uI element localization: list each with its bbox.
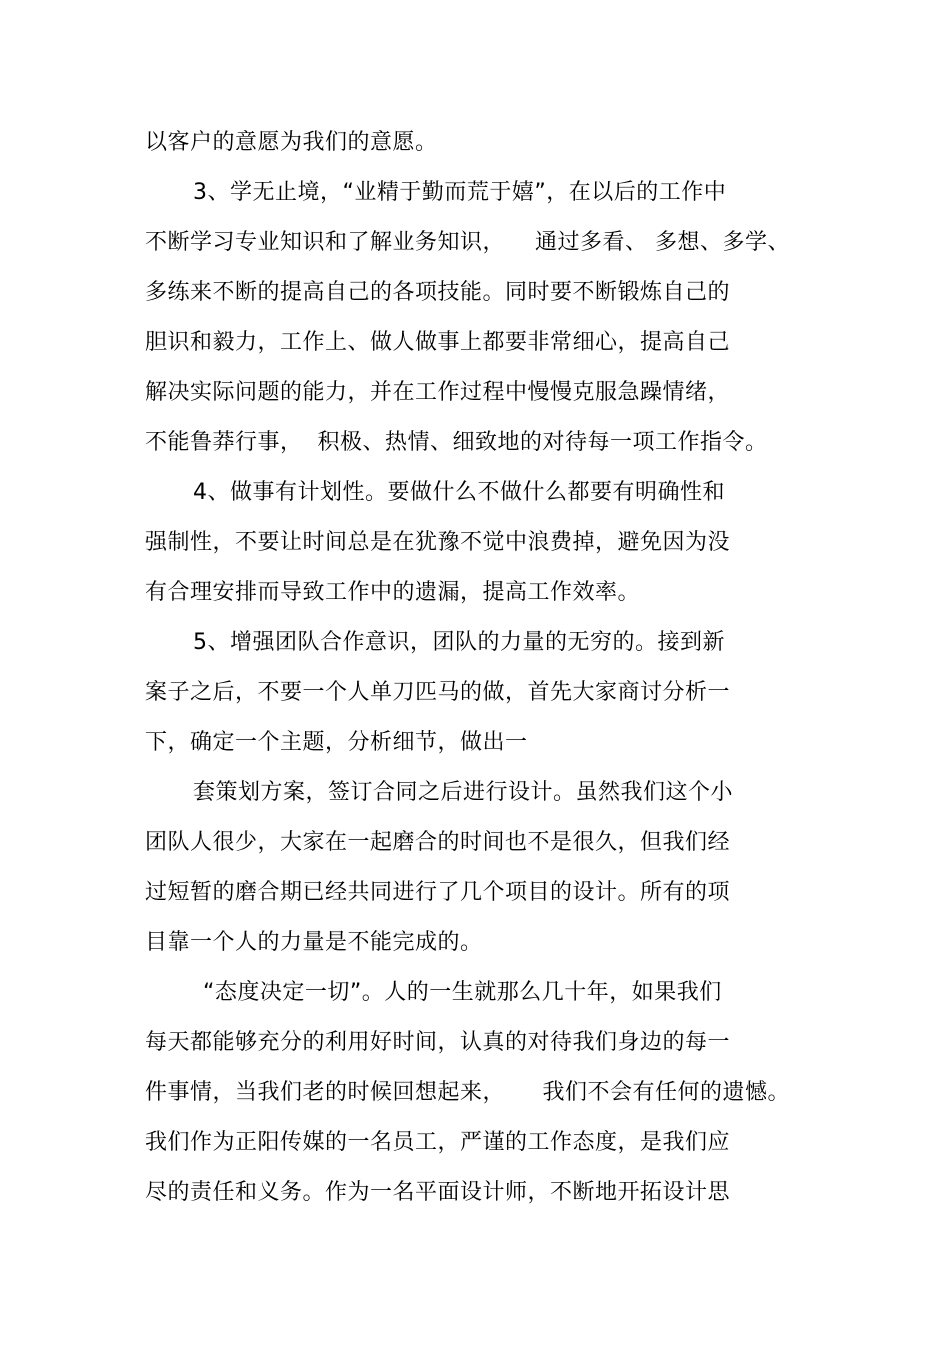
text-line-3: 不断学习专业知识和了解业务知识， 通过多看、 多想、多学、 [145,230,790,255]
text-line-2: 3、学无止境，“业精于勤而荒于嬉”，在以后的工作中 [193,180,727,205]
text-line-18: “态度决定一切”。人的一生就那么几十年，如果我们 [203,980,722,1005]
text-line-22: 尽的责任和义务。作为一名平面设计师，不断地开拓设计思 [145,1180,731,1205]
text-line-8: 4、做事有计划性。要做什么不做什么都要有明确性和 [193,480,725,505]
text-line-19: 每天都能够充分的利用好时间，认真的对待我们身边的每一 [145,1030,731,1055]
text-line-6: 解决实际问题的能力，并在工作过程中慢慢克服急躁情绪， [145,380,731,405]
text-line-13: 下，确定一个主题，分析细节，做出一 [145,730,528,755]
text-line-7: 不能鲁莽行事， 积极、热情、细致地的对待每一项工作指令。 [145,430,768,455]
text-line-21: 我们作为正阳传媒的一名员工，严谨的工作态度，是我们应 [145,1130,731,1155]
text-line-16: 过短暂的磨合期已经共同进行了几个项目的设计。所有的项 [145,880,731,905]
text-line-9: 强制性，不要让时间总是在犹豫不觉中浪费掉，避免因为没 [145,530,731,555]
text-line-15: 团队人很少，大家在一起磨合的时间也不是很久，但我们经 [145,830,731,855]
text-line-4: 多练来不断的提高自己的各项技能。同时要不断锻炼自己的 [145,280,731,305]
text-line-20: 件事情，当我们老的时候回想起来， 我们不会有任何的遗憾。 [145,1080,790,1105]
text-line-14: 套策划方案，签订合同之后进行设计。虽然我们这个小 [193,780,734,805]
text-line-5: 胆识和毅力，工作上、做人做事上都要非常细心，提高自己 [145,330,731,355]
text-line-10: 有合理安排而导致工作中的遗漏，提高工作效率。 [145,580,641,605]
text-line-17: 目靠一个人的力量是不能完成的。 [145,930,483,955]
text-line-1: 以客户的意愿为我们的意愿。 [145,130,438,155]
text-line-11: 5、增强团队合作意识，团队的力量的无穷的。接到新 [193,630,725,655]
text-line-12: 案子之后，不要一个人单刀匹马的做，首先大家商讨分析一 [145,680,731,705]
